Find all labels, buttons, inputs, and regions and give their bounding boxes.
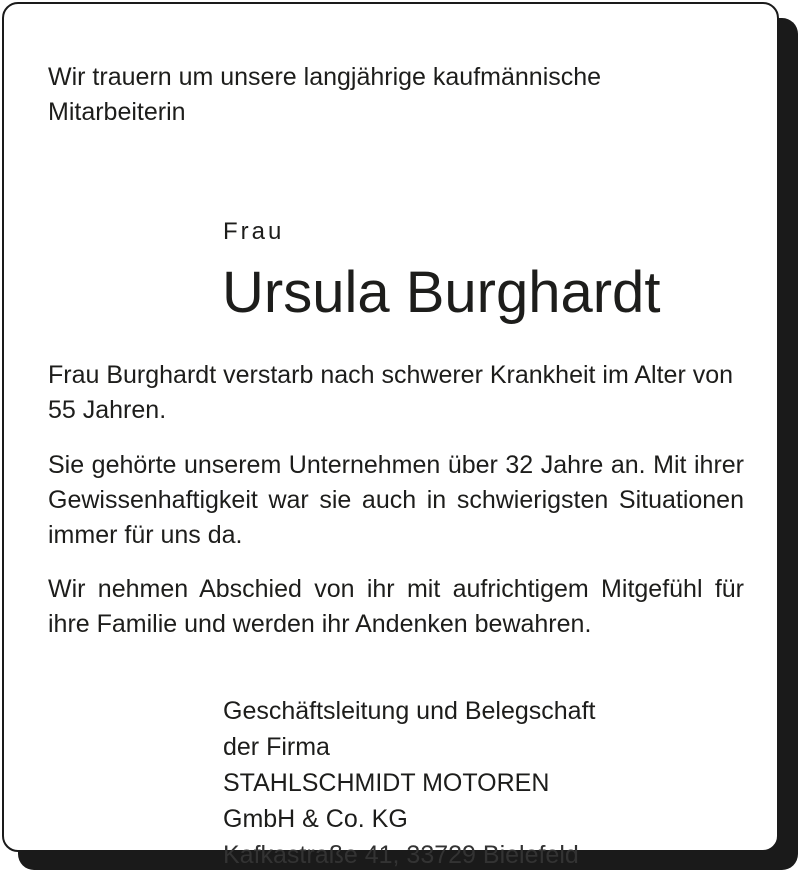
salutation: Frau	[223, 218, 285, 245]
paragraph-1: Frau Burghardt verstarb nach schwerer Krankheit im Alter von 55 Jahren.	[48, 361, 734, 424]
intro-text: Wir trauern um unsere langjährige kaufmännische Mitarbeiterin	[48, 63, 602, 126]
paragraph-2: Sie gehörte unserem Unternehmen über 32 Jahre an. Mit ihrer Gewissenhaftigkeit war sie auch in schwierigsten Situationen immer für uns da.	[48, 451, 744, 549]
deceased-name: Ursula Burghardt	[222, 260, 661, 325]
paragraph-3: Wir nehmen Abschied von ihr mit aufrichtigem Mitgefühl für ihre Familie und werden ihr Andenken bewahren.	[48, 575, 744, 638]
signature-address: Kafkastraße 41, 33729 Bielefeld	[223, 841, 579, 869]
signature-block	[223, 693, 723, 873]
signature-line-2: der Firma	[223, 733, 330, 761]
signature-company-form: GmbH & Co. KG	[223, 805, 408, 833]
signature-company: STAHLSCHMIDT MOTOREN	[223, 769, 550, 797]
obituary-card	[2, 2, 779, 869]
signature-line-1: Geschäftsleitung und Belegschaft	[223, 697, 596, 725]
